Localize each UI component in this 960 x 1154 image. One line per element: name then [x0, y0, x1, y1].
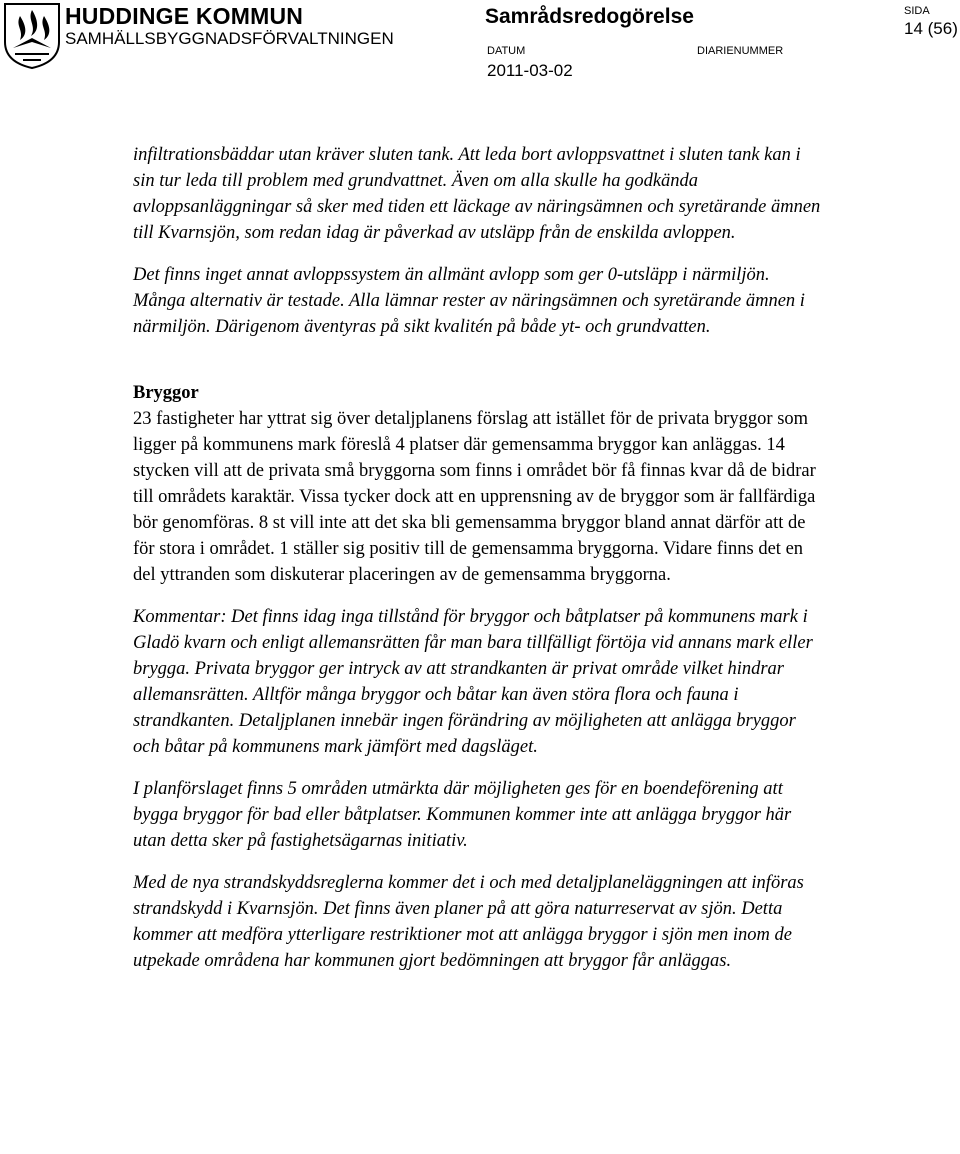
document-body: [133, 142, 823, 990]
section-heading-bryggor: Bryggor: [133, 383, 199, 403]
paragraph-plan-areas: I planförslaget finns 5 områden utmärkta där möjligheten ges för en boendeförening att bygga bryggor för bad eller båtplatser. Kommunen kommer inte att anlägga bryggor här utan detta sker på fastighetsägarnas initiativ.: [133, 779, 792, 851]
paragraph-shore-protection: Med de nya strandskyddsreglerna kommer det i och med detaljplaneläggningen att införas strandskydd i Kvarnsjön. Det finns även planer på att göra naturreservat av sjön. Detta kommer att medföra ytterligare restriktioner mot att anlägga bryggor i sjön men inom de utpekade områdena har kommunen gjort bedömningen att bryggor får anläggas.: [133, 873, 804, 971]
date-value: 2011-03-02: [487, 61, 573, 80]
registration-number-label: DIARIENUMMER: [697, 45, 784, 57]
page-label: SIDA: [904, 5, 930, 17]
paragraph-sewage-problems: infiltrationsbäddar utan kräver sluten tank. Att leda bort avloppsvattnet i sluten tank kan i sin tur leda till problem med grundvattnet. Även om alla skulle ha godkända avloppsanläggningar så sker med tiden ett läckage av näringsämnen och syretärande ämnen till Kvarnsjön, som redan idag är påverkad av utsläpp från de enskilda avloppen.: [133, 145, 821, 243]
organization-department: SAMHÄLLSBYGGNADSFÖRVALTNINGEN: [65, 29, 394, 48]
organization-name: HUDDINGE KOMMUN: [65, 3, 304, 29]
page-number: 14 (56): [904, 19, 958, 38]
paragraph-bryggor-opinions: 23 fastigheter har yttrat sig över detaljplanens förslag att istället för de privata bryggor som ligger på kommunens mark föreslå 4 platser där gemensamma bryggor kan anläggas. 14 stycken vill att de privata små bryggorna som finns i området bör få finnas kvar då de bidrar till områdets karaktär. Vissa tycker dock att en upprensning av de bryggor som är fallfärdiga bör genomföras. 8 st vill inte att det ska bli gemensamma bryggor bland annat därför att de för stora i området. 1 ställer sig positiv till de gemensamma bryggorna. Vidare finns det en del yttranden som diskuterar placeringen av de gemensamma bryggorna.: [133, 409, 816, 585]
paragraph-comment: Kommentar: Det finns idag inga tillstånd för bryggor och båtplatser på kommunens mark i Gladö kvarn och enligt allemansrätten får man bara tillfälligt förtöja vid annans mark eller brygga. Privata bryggor ger intryck av att strandkanten är privat område vilket hindrar allemansrätten. Alltför många bryggor och båtar kan även störa flora och fauna i strandkanten. Detaljplanen innebär ingen förändring av möjligheten att anlägga bryggor och båtar på kommunens mark jämfört med dagsläget.: [133, 607, 813, 757]
municipal-coat-of-arms-icon: [3, 2, 61, 70]
date-label: DATUM: [487, 45, 526, 57]
paragraph-sewage-system: Det finns inget annat avloppssystem än allmänt avlopp som ger 0-utsläpp i närmiljön. Många alternativ är testade. Alla lämnar rester av näringsämnen och syretärande ämnen i närmiljön. Därigenom äventyras på sikt kvalitén på både yt- och grundvatten.: [133, 265, 805, 337]
document-title: Samrådsredogörelse: [485, 5, 694, 28]
